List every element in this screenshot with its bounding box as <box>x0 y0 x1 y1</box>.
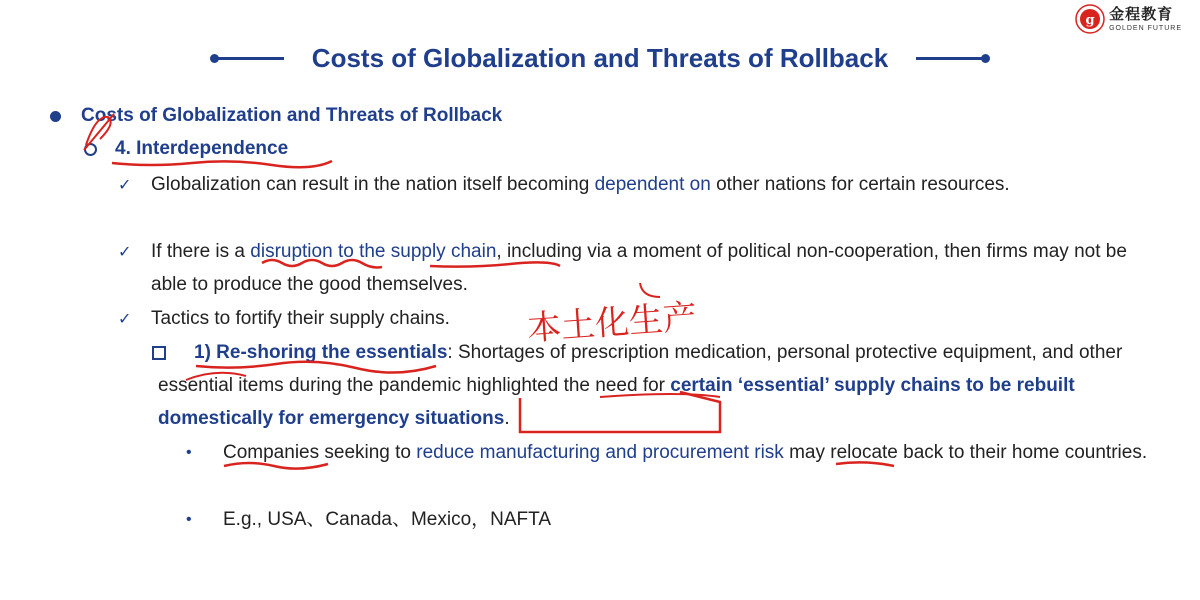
title-decor-left <box>214 57 284 60</box>
text-run: : Shortages of prescription medication, personal protective equipment, and other essential items during the pandemic highlighted the need for <box>158 342 1123 396</box>
small-dot-bullet-icon: • <box>186 444 192 461</box>
text-run: If there is a <box>151 241 251 262</box>
dot-item-2 <box>186 503 1156 536</box>
brand-logo <box>1075 4 1182 34</box>
title-decor-right <box>916 57 986 60</box>
ring-bullet-icon <box>84 143 97 156</box>
slide-title: Costs of Globalization and Threats of Rollback <box>311 42 889 73</box>
text-run: Globalization can result in the nation itself becoming <box>151 174 595 195</box>
handwritten-note: 本土化生产 <box>525 297 699 349</box>
highlight-dependent-on: dependent on <box>594 174 711 195</box>
outline-heading-text: Costs of Globalization and Threats of Rollback <box>81 105 503 126</box>
text-run: may relocate back to their home countries. <box>783 442 1148 463</box>
dot-item-1 <box>186 436 1156 469</box>
check-item-3 <box>118 302 1158 335</box>
checkmark-icon: ✓ <box>118 309 132 328</box>
dot-item-2-text: E.g., USA、Canada、Mexico，NAFTA <box>223 509 552 530</box>
check-item-1-text <box>151 168 1158 201</box>
text-run: other nations for certain resources. <box>710 174 1010 195</box>
dot-bullet-icon <box>50 111 61 122</box>
text-run: . <box>504 408 510 429</box>
interdependence-underline <box>112 161 332 167</box>
sub-item-reshoring-text <box>158 336 1152 435</box>
dot-item-1-text <box>223 436 1156 469</box>
checkmark-icon: ✓ <box>118 242 132 261</box>
outline-subheading <box>84 138 288 160</box>
outline-subheading-text: 4. Interdependence <box>115 138 289 159</box>
logo-english-text: GOLDEN FUTURE <box>1109 24 1182 32</box>
outline-heading <box>50 105 502 127</box>
svg-text:g: g <box>1085 13 1095 28</box>
text-run: Companies seeking to <box>223 442 417 463</box>
reshoring-label: 1) Re-shoring the essentials <box>194 342 448 363</box>
text-run: , including via a moment of political non-cooperation, then firms may not be able to produce the good themselves. <box>151 241 1127 295</box>
checkmark-icon: ✓ <box>118 175 132 194</box>
highlight-rebuilt-domestically: certain ‘essential’ supply chains to be rebuilt domestically for emergency situations <box>158 375 1075 429</box>
check-item-1 <box>118 168 1158 201</box>
check-item-2 <box>118 235 1158 301</box>
title-row <box>0 38 1200 78</box>
highlight-reduce-risk: reduce manufacturing and procurement risk <box>416 442 784 463</box>
small-dot-bullet-icon: • <box>186 511 192 528</box>
logo-seal-icon <box>1075 4 1105 34</box>
highlight-supply-chain-disruption: disruption to the supply chain <box>250 241 497 262</box>
check-item-2-text <box>151 235 1158 301</box>
logo-chinese-text: 金程教育 <box>1109 4 1174 23</box>
sub-item-reshoring <box>152 336 1152 435</box>
check-item-3-text: Tactics to fortify their supply chains. <box>151 308 450 329</box>
